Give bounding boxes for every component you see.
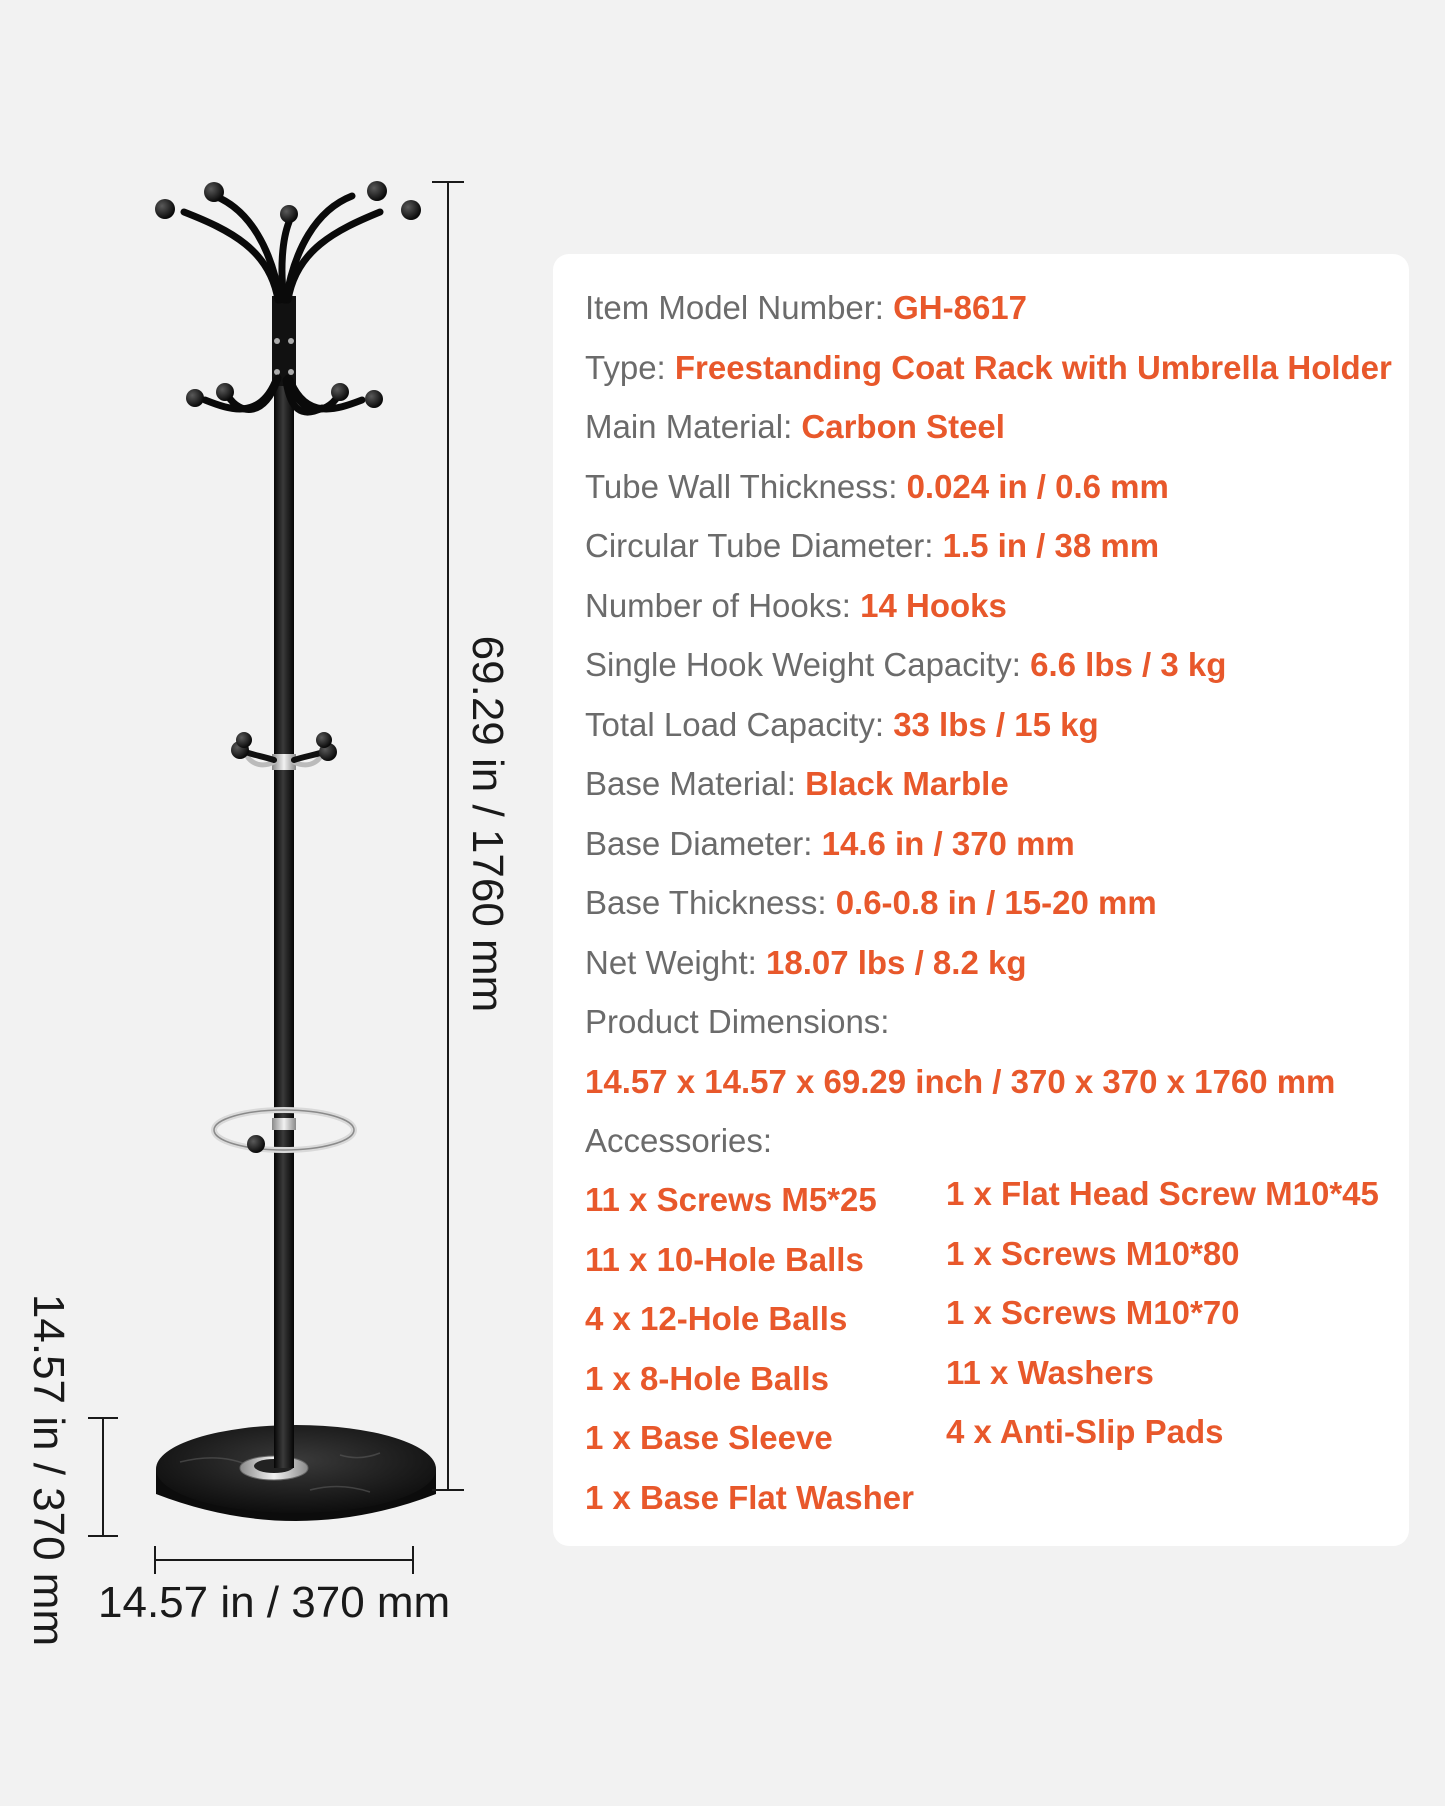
spec-row [585, 348, 1392, 388]
accessory-item: 1 x Flat Head Screw M10*45 [946, 1175, 1379, 1212]
product-dimensions-value-row [585, 1062, 1335, 1102]
spec-row [585, 705, 1099, 745]
spec-row [585, 586, 1007, 626]
spec-value: Freestanding Coat Rack with Umbrella Holder [674, 349, 1392, 386]
spec-label: Base Material: [585, 765, 796, 802]
accessories-label-row [585, 1121, 772, 1161]
spec-row [585, 824, 1075, 864]
accessory-item: 11 x Screws M5*25 [585, 1181, 877, 1218]
spec-value: 1.5 in / 38 mm [942, 527, 1160, 564]
accessory-item: 11 x 10-Hole Balls [585, 1241, 864, 1278]
accessory-item: 1 x Screws M10*80 [946, 1235, 1240, 1272]
spec-label: Total Load Capacity: [585, 706, 885, 743]
main-pole [274, 300, 294, 1468]
depth-dimension-label: 14.57 in / 370 mm [24, 1293, 73, 1647]
width-dimension-label: 14.57 in / 370 mm [98, 1578, 451, 1627]
product-dimensions-value: 14.57 x 14.57 x 69.29 inch / 370 x 370 x 1760 mm [585, 1063, 1336, 1100]
spec-value: 18.07 lbs / 8.2 kg [765, 944, 1027, 981]
accessories-label: Accessories: [585, 1122, 773, 1159]
spec-row [585, 467, 1169, 507]
spec-label: Type: [585, 349, 666, 386]
spec-label: Number of Hooks: [585, 587, 851, 624]
spec-row [585, 288, 1027, 328]
spec-row [585, 883, 1157, 923]
spec-card [553, 254, 1409, 1546]
spec-row [585, 764, 1009, 804]
spec-label: Circular Tube Diameter: [585, 527, 934, 564]
accessory-item: 1 x Base Flat Washer [585, 1479, 914, 1516]
spec-label: Base Thickness: [585, 884, 827, 921]
spec-value: 6.6 lbs / 3 kg [1030, 646, 1227, 683]
width-dimension-line [155, 1546, 413, 1574]
accessory-item: 1 x 8-Hole Balls [585, 1360, 829, 1397]
spec-label: Tube Wall Thickness: [585, 468, 898, 505]
spec-label: Base Diameter: [585, 825, 813, 862]
marble-base [156, 1425, 436, 1521]
spec-value: 14.6 in / 370 mm [821, 825, 1075, 862]
height-dimension-line [432, 182, 464, 1490]
spec-row [585, 943, 1026, 983]
spec-value: 0.024 in / 0.6 mm [906, 468, 1169, 505]
accessory-item: 4 x Anti-Slip Pads [946, 1413, 1224, 1450]
spec-value: 33 lbs / 15 kg [893, 706, 1099, 743]
accessory-item: 11 x Washers [946, 1354, 1154, 1391]
spec-label: Single Hook Weight Capacity: [585, 646, 1021, 683]
spec-row [585, 526, 1159, 566]
spec-label: Item Model Number: [585, 289, 884, 326]
depth-dimension-line [88, 1418, 118, 1536]
accessory-item: 4 x 12-Hole Balls [585, 1300, 848, 1337]
spec-value: 0.6-0.8 in / 15-20 mm [835, 884, 1157, 921]
spec-value: Carbon Steel [801, 408, 1005, 445]
spec-value: Black Marble [805, 765, 1009, 802]
product-dimensions-label-row [585, 1002, 889, 1042]
spec-row [585, 407, 1005, 447]
spec-label: Main Material: [585, 408, 793, 445]
accessory-item: 1 x Base Sleeve [585, 1419, 833, 1456]
spec-value: GH-8617 [893, 289, 1028, 326]
product-dimensions-label: Product Dimensions: [585, 1003, 890, 1040]
spec-row [585, 645, 1226, 685]
spec-value: 14 Hooks [860, 587, 1007, 624]
accessory-item: 1 x Screws M10*70 [946, 1294, 1240, 1331]
height-dimension-label: 69.29 in / 1760 mm [463, 635, 512, 1013]
spec-label: Net Weight: [585, 944, 757, 981]
